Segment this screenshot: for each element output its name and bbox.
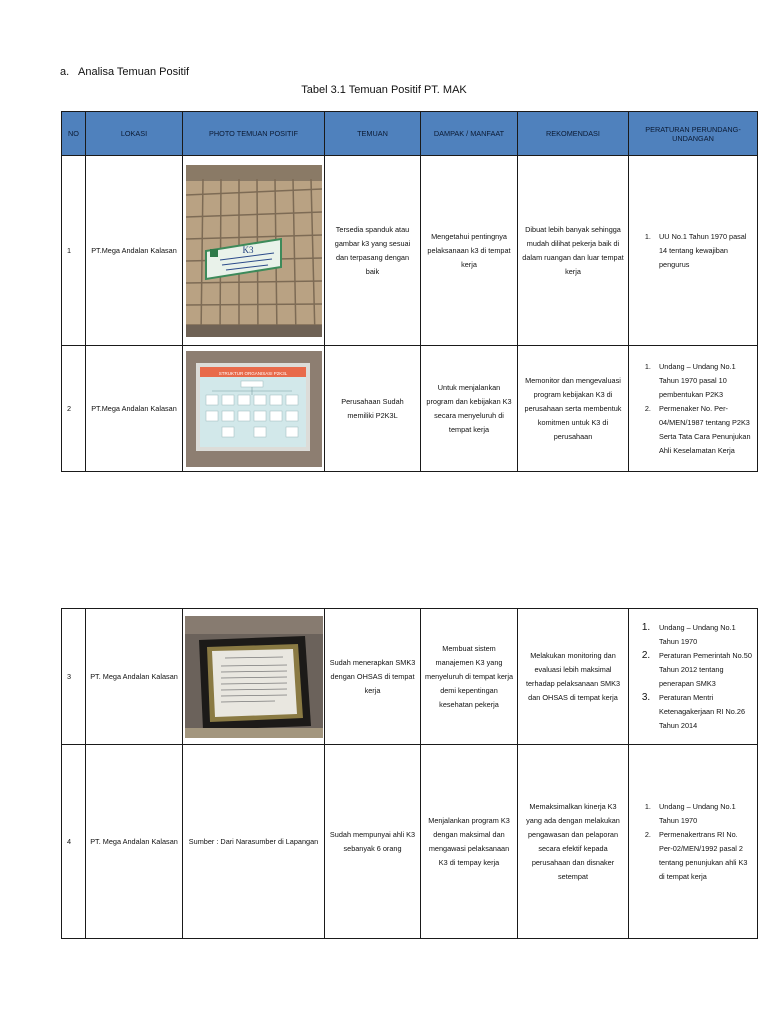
row-photo-cell [183, 156, 325, 346]
row-dampak: Untuk menjalankan program dan kebijakan K3 secara menyeluruh di tempat kerja [421, 346, 518, 472]
table-caption: Tabel 3.1 Temuan Positif PT. MAK [301, 84, 467, 96]
peraturan-list [633, 360, 753, 458]
row-lokasi: PT. Mega Andalan Kalasan [86, 745, 183, 939]
row-temuan: Perusahaan Sudah memiliki P2K3L [325, 346, 421, 472]
row-peraturan [629, 609, 758, 745]
row-photo-cell [183, 609, 325, 745]
row-rekomendasi: Melakukan monitoring dan evaluasi lebih maksimal terhadap pelaksanaan SMK3 dan OHSAS di tempat kerja [518, 609, 629, 745]
row-no: 3 [62, 609, 86, 745]
row-peraturan [629, 156, 758, 346]
header-rekomendasi: REKOMENDASI [518, 112, 629, 156]
peraturan-list [633, 621, 753, 733]
header-photo: PHOTO TEMUAN POSITIF [183, 112, 325, 156]
row-no: 1 [62, 156, 86, 346]
row-photo-source: Sumber : Dari Narasumber di Lapangan [183, 745, 325, 939]
row-rekomendasi: Memaksimalkan kinerja K3 yang ada dengan melakukan pengawasan dan pelaporan secara efektif kepada perusahaan dan disnaker setempat [518, 745, 629, 939]
peraturan-item: 3. Peraturan Mentri Ketenagakerjaan RI No.26 Tahun 2014 [653, 691, 753, 733]
row-no: 4 [62, 745, 86, 939]
findings-table [61, 111, 758, 472]
row-rekomendasi: Memonitor dan mengevaluasi program kebijakan K3 di perusahaan serta membentuk komitmen untuk K3 di perusahaan [518, 346, 629, 472]
table-row [62, 346, 758, 472]
row-lokasi: PT.Mega Andalan Kalasan [86, 156, 183, 346]
row-dampak: Membuat sistem manajemen K3 yang menyeluruh di tempat kerja demi kepentingan kesehatan pekerja [421, 609, 518, 745]
org-board-title: STRUKTUR ORGANISASI P2K3L [218, 370, 287, 376]
peraturan-item: 1. Undang – Undang No.1 Tahun 1970 pasal 10 pembentukan P2K3 [653, 360, 753, 402]
peraturan-item: 1. UU No.1 Tahun 1970 pasal 14 tentang kewajiban pengurus [653, 230, 753, 272]
row-temuan: Tersedia spanduk atau gambar k3 yang sesuai dan terpasang dengan baik [325, 156, 421, 346]
row-temuan: Sudah menerapkan SMK3 dengan OHSAS di tempat kerja [325, 609, 421, 745]
row-lokasi: PT. Mega Andalan Kalasan [86, 609, 183, 745]
peraturan-item: 2. Permenaker No. Per-04/MEN/1987 tentang P2K3 Serta Tata Cara Penunjukan Ahli Keselamatan Kerja [653, 402, 753, 458]
row-peraturan [629, 346, 758, 472]
section-heading [60, 66, 189, 78]
row-lokasi: PT.Mega Andalan Kalasan [86, 346, 183, 472]
row-temuan: Sudah mempunyai ahli K3 sebanyak 6 orang [325, 745, 421, 939]
k3-banner-photo [186, 165, 322, 337]
org-chart-photo [186, 351, 322, 467]
table-row [62, 609, 758, 745]
row-dampak: Mengetahui pentingnya pelaksanaan k3 di tempat kerja [421, 156, 518, 346]
row-rekomendasi: Dibuat lebih banyak sehingga mudah dilihat pekerja baik di dalam ruangan dan luar tempat kerja [518, 156, 629, 346]
header-no: NO [62, 112, 86, 156]
framed-certificate-photo [185, 616, 323, 738]
banner-title: K3 [242, 244, 253, 255]
peraturan-list [633, 800, 753, 884]
header-dampak: DAMPAK / MANFAAT [421, 112, 518, 156]
header-peraturan: PERATURAN PERUNDANG-UNDANGAN [629, 112, 758, 156]
peraturan-item: 1. Undang – Undang No.1 Tahun 1970 [653, 621, 753, 649]
peraturan-item: 1. Undang – Undang No.1 Tahun 1970 [653, 800, 753, 828]
peraturan-item: 2. Peraturan Pemerintah No.50 Tahun 2012 tentang penerapan SMK3 [653, 649, 753, 691]
peraturan-item: 2. Permenakertrans RI No. Per-02/MEN/1992 pasal 2 tentang penunjukan ahli K3 di tempat kerja [653, 828, 753, 884]
table-row [62, 745, 758, 939]
findings-table-continued [61, 608, 758, 939]
header-lokasi: LOKASI [86, 112, 183, 156]
section-title: Analisa Temuan Positif [78, 66, 190, 78]
row-dampak: Menjalankan program K3 dengan maksimal dan mengawasi pelaksanaan K3 di tempay kerja [421, 745, 518, 939]
table-header-row [62, 112, 758, 156]
row-photo-cell [183, 346, 325, 472]
row-peraturan [629, 745, 758, 939]
peraturan-list [633, 230, 753, 272]
section-number: a. [60, 66, 70, 78]
row-no: 2 [62, 346, 86, 472]
header-temuan: TEMUAN [325, 112, 421, 156]
table-row [62, 156, 758, 346]
